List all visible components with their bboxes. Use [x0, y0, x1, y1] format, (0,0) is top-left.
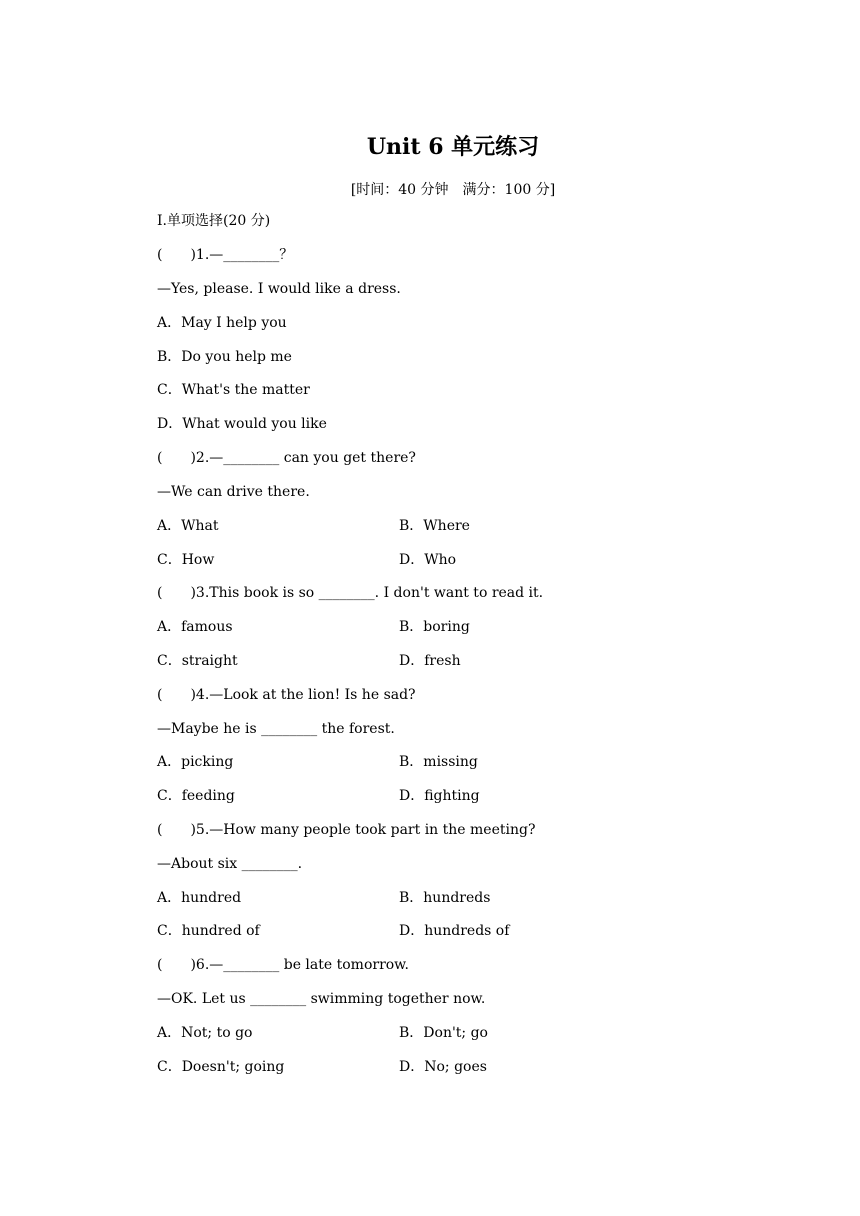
question-4-reply: —Maybe he is ________ the forest. [157, 721, 395, 737]
question-3-option-b: B．boring [399, 619, 470, 635]
question-5-option-a: A．hundred [157, 890, 242, 906]
question-5-option-d: D．hundreds of [399, 923, 510, 939]
question-4-option-a: A．picking [157, 754, 234, 770]
question-2-stem: ( )2.—________ can you get there? [157, 450, 416, 466]
question-5-option-b: B．hundreds [399, 890, 491, 906]
worksheet-title: Unit 6 单元练习 [366, 134, 540, 160]
question-3-option-a: A．famous [157, 619, 233, 635]
question-4-option-b: B．missing [399, 754, 478, 770]
question-1-option-a: A．May I help you [157, 315, 287, 331]
question-6-option-b: B．Don't; go [399, 1025, 488, 1041]
question-4-option-c: C．feeding [157, 788, 235, 804]
question-3-option-d: D．fresh [399, 653, 461, 669]
question-2-option-b: B．Where [399, 518, 470, 534]
question-5-stem: ( )5.—How many people took part in the meeting? [157, 822, 536, 838]
question-2-option-c: C．How [157, 552, 215, 568]
question-2-reply: —We can drive there. [157, 484, 310, 500]
question-1-option-c: C．What's the matter [157, 382, 310, 398]
question-2-option-a: A．What [157, 518, 219, 534]
worksheet-subtitle: [时间：40 分钟 满分：100 分] [350, 182, 556, 198]
question-6-option-c: C．Doesn't; going [157, 1059, 285, 1075]
question-6-option-a: A．Not; to go [157, 1025, 253, 1041]
question-6-reply: —OK. Let us ________ swimming together now. [157, 991, 486, 1007]
question-4-stem: ( )4.—Look at the lion! Is he sad? [157, 687, 416, 703]
question-1-stem: ( )1.—________？ [157, 247, 294, 263]
question-1-reply: —Yes, please. I would like a dress. [157, 281, 401, 297]
question-1-option-d: D．What would you like [157, 416, 327, 432]
question-4-option-d: D．fighting [399, 788, 480, 804]
question-5-option-c: C．hundred of [157, 923, 260, 939]
question-6-option-d: D．No; goes [399, 1059, 487, 1075]
question-5-reply: —About six ________. [157, 856, 303, 872]
question-6-stem: ( )6.—________ be late tomorrow. [157, 957, 409, 973]
section-heading: I.单项选择(20 分) [157, 213, 271, 229]
question-2-option-d: D．Who [399, 552, 457, 568]
question-3-option-c: C．straight [157, 653, 238, 669]
question-1-option-b: B．Do you help me [157, 349, 292, 365]
question-3-stem: ( )3.This book is so ________. I don't want to read it. [157, 585, 544, 601]
